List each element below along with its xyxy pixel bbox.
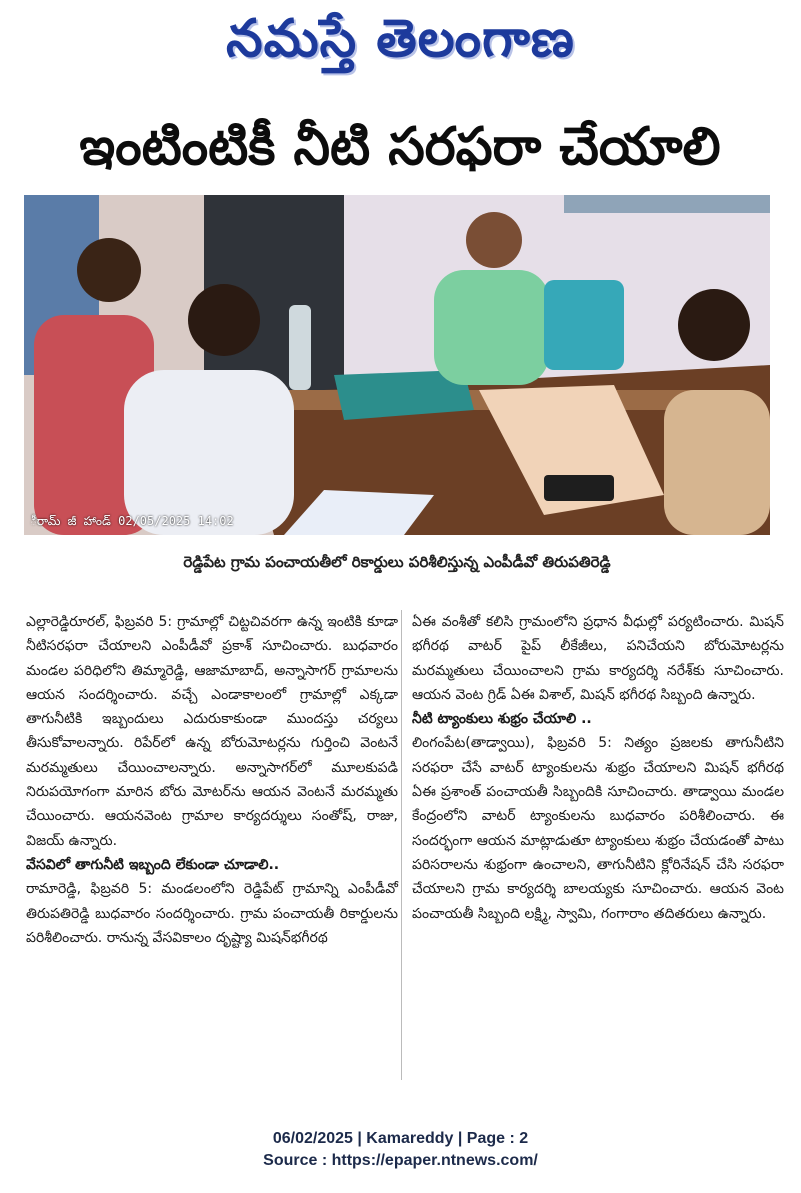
masthead-logo: నమస్తే తెలంగాణ — [226, 9, 575, 69]
right-paragraph-1: ఏఈ వంశీతో కలిసి గ్రామంలోని ప్రధాన వీధుల్లో పర్యటించారు. మిషన్ భగీరథ వాటర్ పైప్ లీకేజీలు, పనిచేయని బోరుమోటర్లను మరమ్మతులు చేయించాలని గ్రామ కార్యదర్శి నరేశ్‌కు సూచించారు. ఆయన వెంట గ్రిడ్ ఏఈ విశాల్, మిషన్ భగీరథ సిబ్బంది ఉన్నారు. — [412, 614, 784, 703]
left-paragraph-2: రామారెడ్డి, ఫిబ్రవరి 5: మండలంలోని రెడ్డిపేట్ గ్రామాన్ని ఎంపీడీవో తిరుపతిరెడ్డి బుధవారం సందర్శించారు. గ్రామ పంచాయతీ రికార్డులను పరిశీలించారు. రానున్న వేసవికాలం దృష్ట్యా మిషన్‌భగీరథ — [26, 881, 398, 946]
article-column-left — [26, 610, 398, 950]
photo-timestamp: ీరామ్ జీ హాండ్ 02/05/2025 14:02 — [30, 514, 234, 528]
page-footer — [0, 1128, 801, 1172]
article-column-right — [412, 610, 784, 926]
left-subheading: వేసవిలో తాగునీటి ఇబ్బంది లేకుండా చూడాలి.. — [26, 856, 280, 873]
right-paragraph-2: లింగంపేట(తాడ్వాయి), ఫిబ్రవరి 5: నిత్యం ప్రజలకు తాగునీటిని సరఫరా చేసే వాటర్ ట్యాంకులను శుభ్రం చేయాలని మిషన్ భగీరథ ఏఈ ప్రశాంత్ పంచాయతీ సిబ్బందికి సూచించారు. తాడ్వాయి మండల కేంద్రంలోని వాటర్ ట్యాంకులను బుధవారం పరిశీలించారు. ఈ సందర్భంగా ఆయన మాట్లాడుతూ ట్యాంకులు శుభ్రం చేయడంతో పాటు పరిసరాలను శుభ్రంగా ఉంచాలని, తాగునీటిని క్లోరినేషన్ చేసి సరఫరా చేయాలని గ్రామ కార్యదర్శి బాలయ్యకు సూచించారు. ఆయన వెంట పంచాయతీ సిబ్బంది లక్ష్మి, స్వామి, గంగారాం తదితరులు ఉన్నారు. — [412, 735, 784, 922]
footer-source-link[interactable]: Source : https://epaper.ntnews.com/ — [263, 1152, 538, 1169]
left-paragraph-1: ఎల్లారెడ్డిరూరల్, ఫిబ్రవరి 5: గ్రామాల్లో చిట్టచివరగా ఉన్న ఇంటికి కూడా నీటిసరఫరా చేయాలని ఎంపీడీవో ప్రకాశ్ సూచించారు. బుధవారం మండల పరిధిలోని తిమ్మారెడ్డి, ఆజామాబాద్, అన్నాసాగర్ గ్రామాలను ఆయన సందర్శించారు. వచ్చే ఎండాకాలంలో గ్రామాల్లో ఎక్కడా తాగునీటికి ఇబ్బందులు ఎదురుకాకుండా ముందస్తు చర్యలు తీసుకోవాలన్నారు. రిపేర్‌లో ఉన్న బోరుమోటర్లను గుర్తించి వెంటనే మరమ్మతులు చేయించాలన్నారు. అన్నాసాగర్‌లో మూలకుపడి నిరుపయోగంగా మారిన బోరు మోటర్‌ను ఆయన వెంటనే మరమ్మతు చేయించారు. ఆయనవెంట గ్రామాల కార్యదర్శులు సంతోష్, రాజు, విజయ్ ఉన్నారు. — [26, 614, 398, 849]
column-divider — [401, 610, 402, 1080]
headline: ఇంటింటికీ నీటి సరఫరా చేయాలి — [79, 117, 721, 177]
footer-edition-info: 06/02/2025 | Kamareddy | Page : 2 — [272, 1130, 529, 1147]
photo-caption: రెడ్డిపేట గ్రామ పంచాయతీలో రికార్డులు పరిశీలిస్తున్న ఎంపీడీవో తిరుపతిరెడ్డి — [183, 553, 611, 571]
news-photo-illustration — [24, 195, 770, 535]
news-photo — [24, 195, 770, 535]
right-subheading: నీటి ట్యాంకులు శుభ్రం చేయాలి .. — [412, 711, 592, 728]
